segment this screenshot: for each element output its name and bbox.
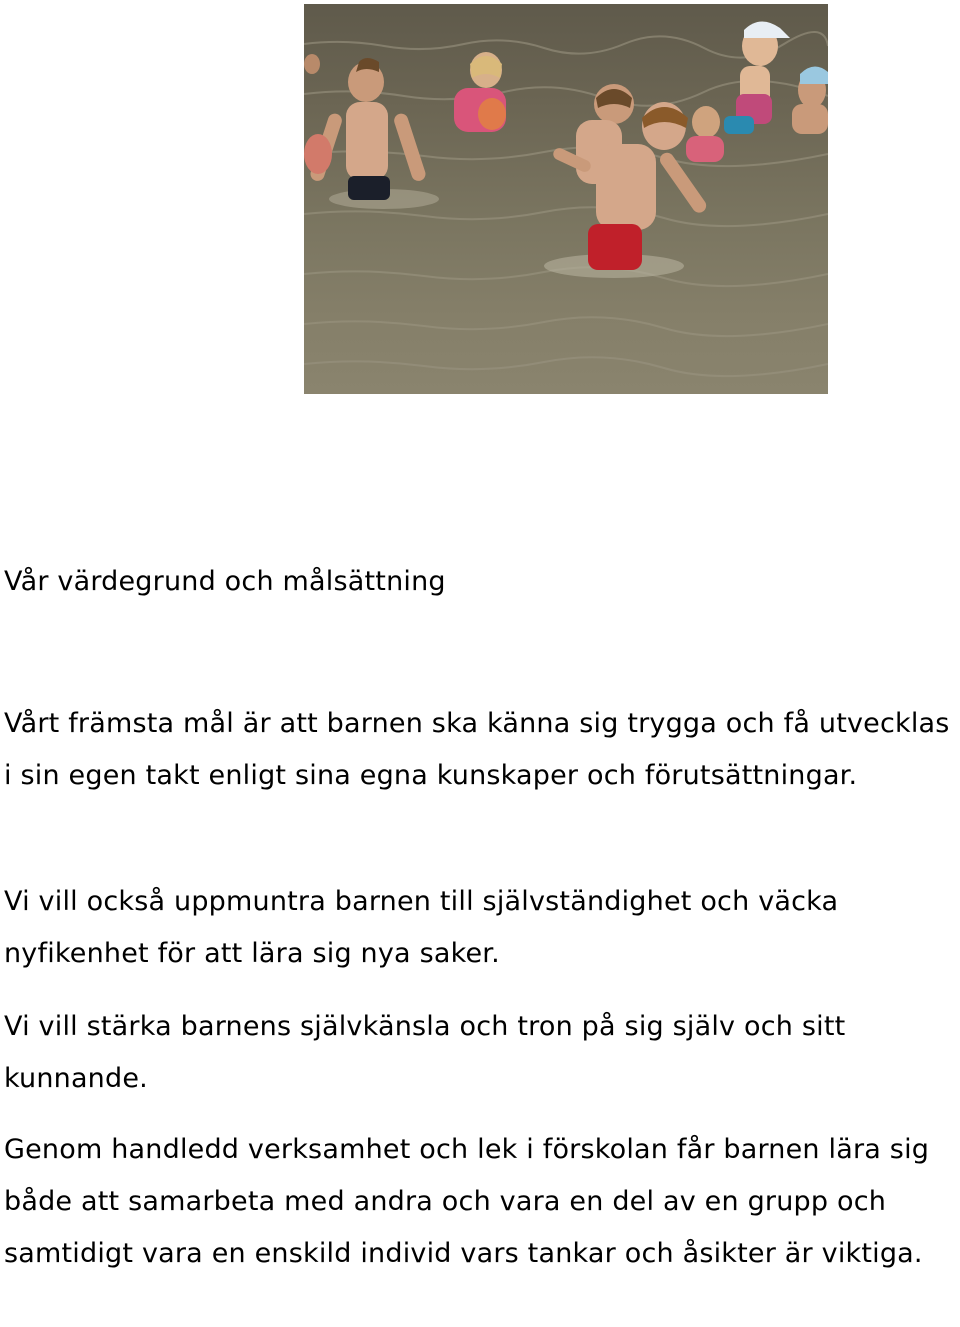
paragraph-text: Vi vill stärka barnens självkänsla och tron på sig själv och sitt kunnande. bbox=[4, 1011, 846, 1094]
paragraph-text: Vårt främsta mål är att barnen ska känna sig trygga och få utvecklas i sin egen takt enligt sina egna kunskaper och förutsättningar. bbox=[4, 708, 950, 791]
heading-text: Vår värdegrund och målsättning bbox=[4, 566, 446, 597]
paragraph-independence bbox=[4, 876, 960, 980]
paragraph-goal bbox=[4, 698, 960, 802]
section-heading bbox=[4, 556, 960, 608]
photo-illustration bbox=[304, 4, 828, 394]
paragraph-text: Genom handledd verksamhet och lek i förskolan får barnen lära sig både att samarbeta med andra och vara en del av en grupp och samtidigt vara en enskild individ vars tankar och åsikter är viktiga. bbox=[4, 1134, 930, 1269]
paragraph-text: Vi vill också uppmuntra barnen till självständighet och väcka nyfikenhet för att lära sig nya saker. bbox=[4, 886, 839, 969]
photo-children-wading bbox=[304, 4, 828, 394]
paragraph-cooperation bbox=[4, 1124, 960, 1280]
paragraph-self-esteem bbox=[4, 1001, 960, 1105]
